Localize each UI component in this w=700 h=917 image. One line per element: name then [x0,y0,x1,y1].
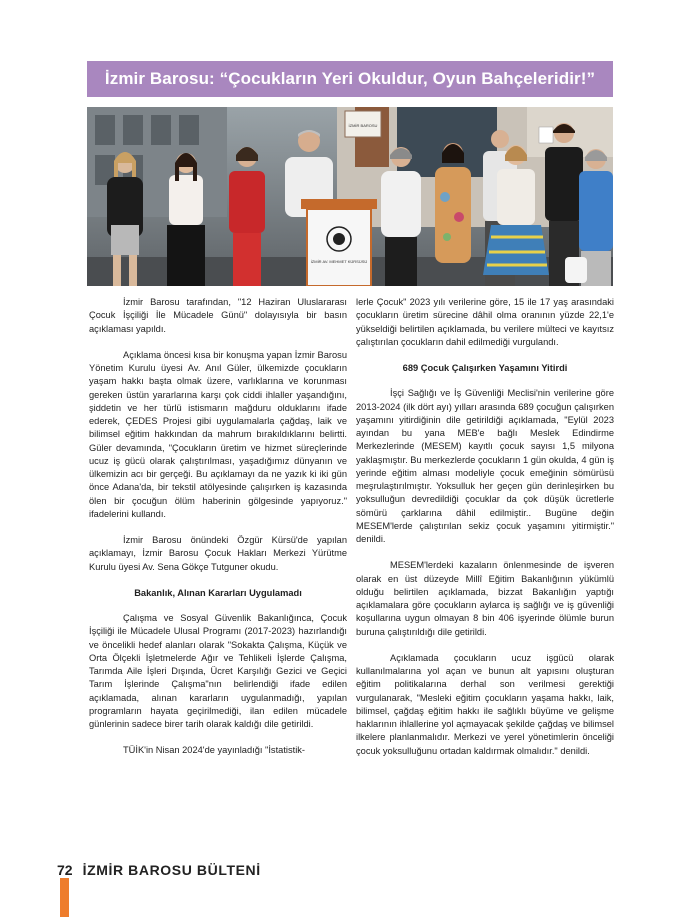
building-sign-text: İZMİR BAROSU [348,123,378,128]
left-text-column [89,296,347,771]
page-number: 72 [57,862,73,878]
section-heading: Bakanlık, Alınan Kararları Uygulamadı [134,587,302,598]
paragraph: MESEM'lerdeki kazaların önlenmesinde de işveren olarak en üst düzeyde Millî Eğitim Bakanlığının yükümlü olduğu belirtilen açıklamada, bizzat Bakanlığın yaptığı açıklamalara göre çocukların aylarca iş sağlığı ve iş güvenliği koşullarına uygun olmayan 8 bin 406 işyerinde ölümle burun buruna çalıştırıldığı dile getirildi. [356,560,614,637]
paragraph: TÜİK'in Nisan 2024'de yayınladığı "İstatistik- [123,745,306,756]
publication-name: İZMİR BAROSU BÜLTENİ [82,862,261,878]
page-footer [57,862,261,878]
right-text-column [356,296,614,771]
paragraph: Açıklama öncesi kısa bir konuşma yapan İzmir Barosu Yönetim Kurulu üyesi Av. Anıl Güler, ülkemizde çocukların yaşam hakkı başta olmak üzere, varlıklarına ve korunması gereken üstün yararlarına karşı çok ciddi ihlaller yaşandığını, şiddetin ve her türlü istismarın mağduru olduklarını ifade ederek, ÇEDES Projesi gibi uygulamalarla çağdaş, laik ve bilimsel eğitim hakkından da mahrum bırakıldıklarını belirtti. Güler devamında, "Çocukların üretim ve hizmet süreçlerinde ucuz iş gücü olarak çalıştırılması, yaşadığımız dünyanın ve ülkemizin acı bir gerçeği. Bu açıklamayı da ne yazık ki iki gün önce Adana'da, bir tekstil atölyesinde çalışırken iş kazasında ölen bir çocuğun ölüm haberinin gölgesinde yapıyoruz." ifadelerini kullandı. [89,349,347,519]
paragraph: İzmir Barosu önündeki Özgür Kürsü'de yapılan açıklamayı, İzmir Barosu Çocuk Hakları Merkezi Yürütme Kurulu üyesi Av. Sena Gökçe Tutguner okudu. [89,535,347,572]
paragraph: İşçi Sağlığı ve İş Güvenliği Meclisi'nin verilerine göre 2013-2024 (ilk dört ayı) yılları arasında 689 çocuğun çalışırken yaşamını yitirdiğinin dile getirildiği açıklamada, "Eylül 2023 ayından bu yana MEB'e bağlı Meslek Edindirme Merkezlerinde (MESEM) kayıtlı çocuk sayısı 1,5 milyona yaklaşmıştır. Bu merkezlerde çocukların 1 gün okulda, 4 gün iş yerinde eğitim alması modeliyle çocuk emeğinin sömürüsü meşrulaştırılmıştır. Yoksulluk her geçen gün derinleşirken bu yoksulluğun devredildiği çocuklar da çok düşük ücretlerle sömürü çarklarına dâhil edilmiştir.. Bugüne değin MESEM'lerde çalıştırılan sekiz çocuk yaşamını yitirmiştir." denildi. [356,388,614,544]
section-heading: 689 Çocuk Çalışırken Yaşamını Yitirdi [402,363,568,373]
press-statement-photo [87,107,613,286]
article-title-banner [87,61,613,97]
footer-accent-bar [60,878,69,917]
paragraph: Açıklamada çocukların ucuz işgücü olarak kullanılmalarına yol açan ve bunun alt yapısını oluşturan eğitim politikalarına derhal son verilmesi gerektiği vurgulanarak, "Mesleki eğitim çocukların yaşama hakkı, laik, bilimsel, çağdaş eğitim hakkı ile sağlıklı büyüme ve gelişme haklarının ihlallerine yol açmayacak şekilde çağdaş ve bilimsel ilkelere planlanmalıdır. Merkezi ve yerel yönetimlerin önceliği çocuk yoksulluğunu ortadan kaldırmak olmalıdır." denildi. [356,652,614,756]
podium-text: İZMİR AV. MEHMET KÜRSÜSÜ [310,259,368,264]
paragraph: İzmir Barosu tarafından, "12 Haziran Uluslararası Çocuk İşçiliği İle Mücadele Günü" dolayısıyla bir basın açıklaması yapıldı. [89,297,347,334]
paragraph: lerle Çocuk" 2023 yılı verilerine göre, 15 ile 17 yaş arasındaki çocukların üretim sürecine dâhil olma oranının yüzde 22,1'e yükseldiği belirtilen açıklamada, bu verilere mülteci ve kayıtsız çalıştırılan çocukların dahil edilmediği vurgulandı. [356,297,614,347]
paragraph: Çalışma ve Sosyal Güvenlik Bakanlığınca, Çocuk İşçiliği ile Mücadele Ulusal Programı (2017-2023) hazırlandığı ve öncelikli hedef alanları olarak "Sokakta Çalışma, Küçük ve Orta Ölçekli İşletmelerde Ağır ve Tehlikeli İşlerde Çalışma, Tarımda Aile İşleri Dışında, Ücret Karşılığı Gezici ve Geçici Tarım İşlerinde Çalışma"nın belirlendiği ifade edilen açıklamada, alınan kararların uygulanmadığı, yapılan programların hayata geçirilmediği, ilan edilen mücadele günlerinin sadece birer tarih olarak kaldığı dile getirildi. [89,613,347,729]
article-title: İzmir Barosu: “Çocukların Yeri Okuldur, Oyun Bahçeleridir!” [104,69,596,88]
